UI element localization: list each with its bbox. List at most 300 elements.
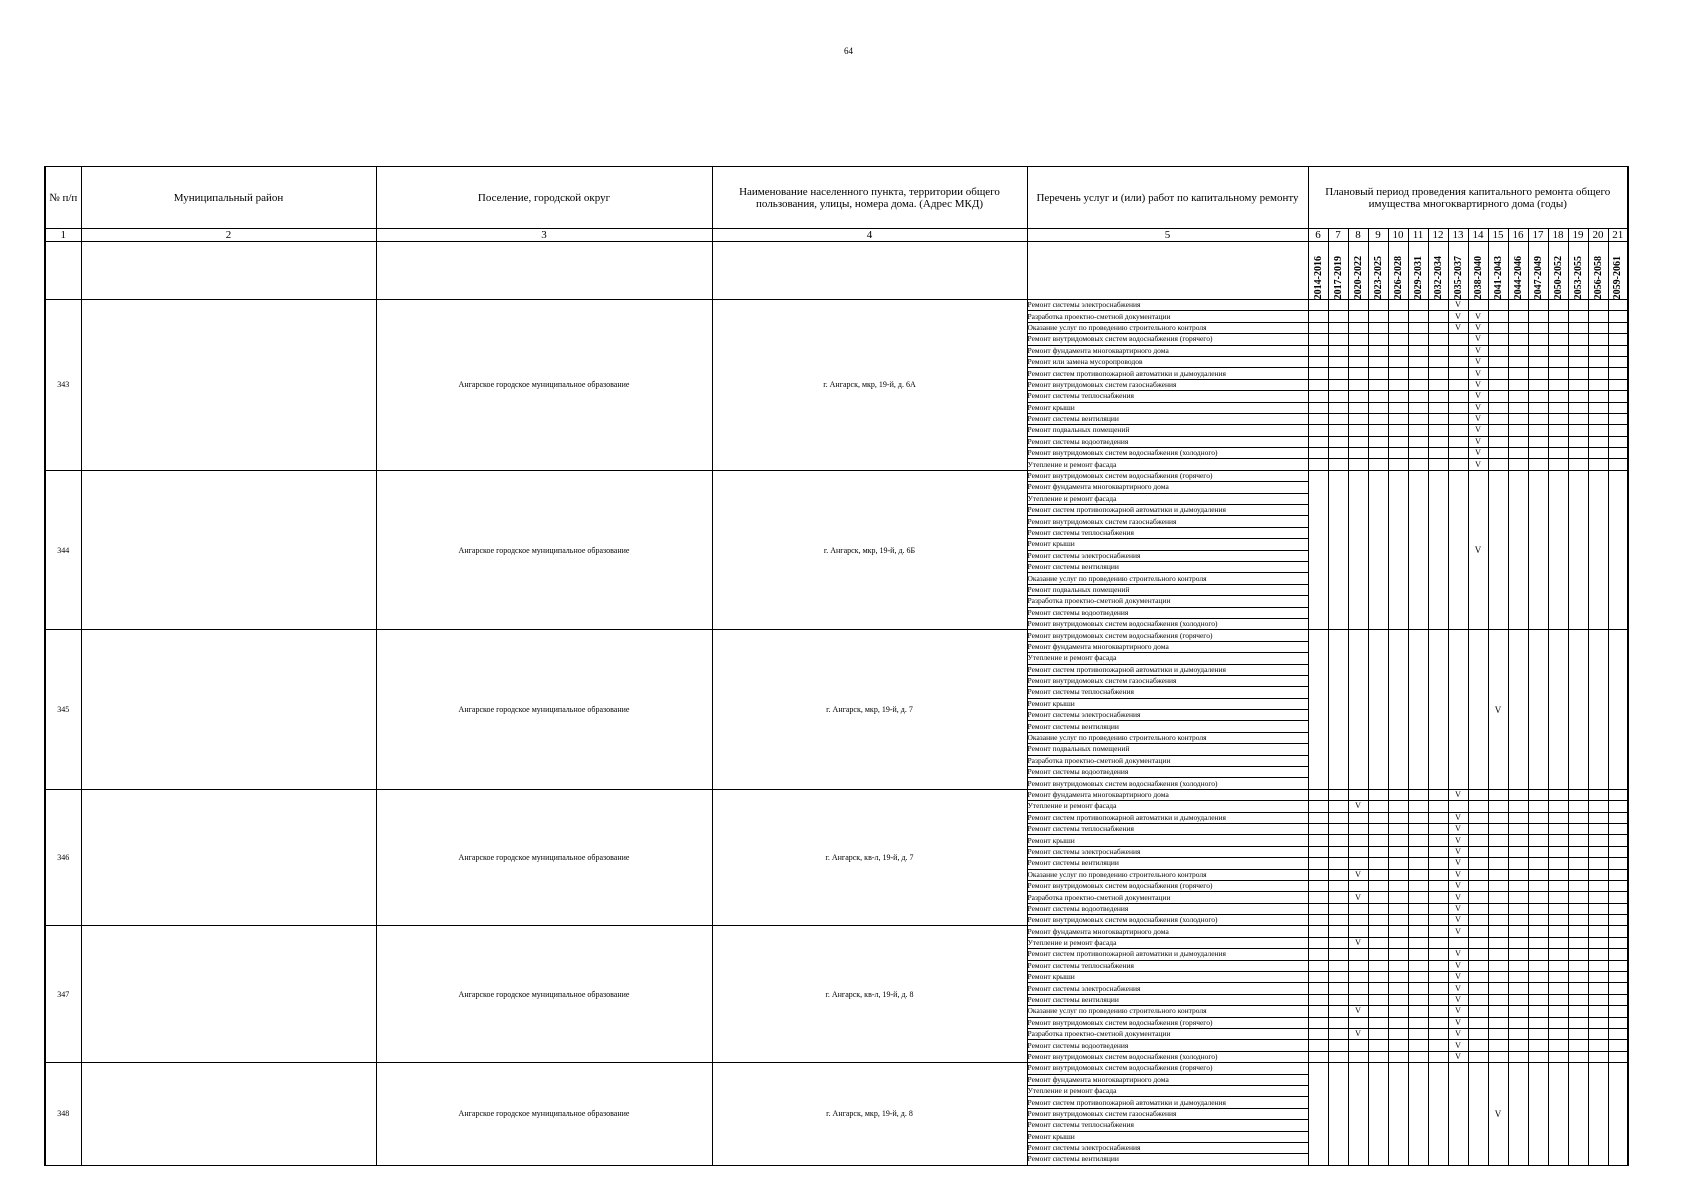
year-mark-cell: [1428, 391, 1448, 402]
year-mark-cell: [1308, 937, 1328, 948]
year-mark-cell: [1368, 880, 1388, 891]
year-mark-cell: [1388, 823, 1408, 834]
year-mark-cell: [1588, 812, 1608, 823]
year-mark-cell: [1608, 402, 1628, 413]
work-item: Ремонт системы теплоснабжения: [1027, 391, 1308, 402]
year-mark-cell: V: [1448, 300, 1468, 311]
year-mark-cell: [1588, 630, 1608, 789]
year-mark-cell: [1468, 812, 1488, 823]
year-mark-cell: V: [1468, 311, 1488, 322]
year-mark-cell: [1568, 812, 1588, 823]
year-mark-cell: [1308, 960, 1328, 971]
year-mark-cell: [1308, 926, 1328, 937]
year-mark-cell: [1468, 903, 1488, 914]
year-mark-cell: [1568, 334, 1588, 345]
year-mark-cell: [1588, 345, 1608, 356]
year-mark-cell: [1448, 379, 1468, 390]
year-mark-cell: [1448, 801, 1468, 812]
year-mark-cell: [1448, 459, 1468, 470]
work-item: Ремонт систем противопожарной автоматики и дымоудаления: [1027, 505, 1308, 516]
year-mark-cell: [1308, 903, 1328, 914]
year-mark-cell: [1308, 379, 1328, 390]
year-mark-cell: [1548, 869, 1568, 880]
year-mark-cell: [1328, 903, 1348, 914]
year-mark-cell: [1548, 812, 1568, 823]
year-mark-cell: [1408, 300, 1428, 311]
year-mark-cell: [1488, 311, 1508, 322]
year-mark-cell: [1528, 892, 1548, 903]
year-label: 2047-2049: [1532, 255, 1544, 299]
year-mark-cell: [1388, 379, 1408, 390]
year-mark-cell: [1528, 1029, 1548, 1040]
year-mark-cell: [1548, 436, 1568, 447]
year-mark-cell: [1608, 1051, 1628, 1062]
year-mark-cell: [1608, 801, 1628, 812]
year-mark-cell: [1528, 322, 1548, 333]
year-mark-cell: [1528, 425, 1548, 436]
year-mark-cell: [1448, 391, 1468, 402]
year-mark-cell: [1308, 972, 1328, 983]
year-mark-cell: [1388, 892, 1408, 903]
year-mark-cell: [1508, 1017, 1528, 1028]
year-mark-cell: [1488, 470, 1508, 629]
year-mark-cell: [1428, 915, 1448, 926]
year-mark-cell: [1588, 1029, 1608, 1040]
year-mark-cell: V: [1468, 334, 1488, 345]
year-mark-cell: [1428, 858, 1448, 869]
year-mark-cell: [1408, 391, 1428, 402]
year-mark-cell: [1548, 1051, 1568, 1062]
year-mark-cell: [1548, 334, 1568, 345]
year-mark-cell: [1328, 448, 1348, 459]
year-mark-cell: [1428, 1006, 1448, 1017]
year-mark-cell: [1568, 1006, 1588, 1017]
year-mark-cell: V: [1448, 858, 1468, 869]
work-item: Ремонт внутридомовых систем водоснабжения (горячего): [1027, 470, 1308, 481]
year-mark-cell: [1308, 1063, 1328, 1166]
year-mark-cell: [1528, 835, 1548, 846]
year-mark-cell: [1608, 1040, 1628, 1051]
year-mark-cell: [1328, 322, 1348, 333]
year-cell: [1488, 242, 1508, 300]
column-number: 9: [1368, 229, 1388, 242]
year-mark-cell: [1548, 1029, 1568, 1040]
year-mark-cell: [1488, 1040, 1508, 1051]
year-mark-cell: [1548, 915, 1568, 926]
year-mark-cell: [1348, 448, 1368, 459]
year-mark-cell: [1568, 459, 1588, 470]
year-mark-cell: V: [1468, 368, 1488, 379]
year-mark-cell: [1448, 448, 1468, 459]
year-mark-cell: [1488, 345, 1508, 356]
year-mark-cell: [1468, 1051, 1488, 1062]
work-item: Оказание услуг по проведению строительного контроля: [1027, 1006, 1308, 1017]
year-mark-cell: [1528, 436, 1548, 447]
year-mark-cell: [1568, 880, 1588, 891]
year-mark-cell: [1388, 413, 1408, 424]
year-mark-cell: [1408, 835, 1428, 846]
year-mark-cell: [1488, 459, 1508, 470]
work-item: Ремонт внутридомовых систем водоснабжения (холодного): [1027, 778, 1308, 789]
year-mark-cell: [1388, 311, 1408, 322]
work-item: Ремонт внутридомовых систем водоснабжения (горячего): [1027, 1017, 1308, 1028]
year-mark-cell: [1308, 413, 1328, 424]
year-mark-cell: [1408, 448, 1428, 459]
year-mark-cell: V: [1448, 1029, 1468, 1040]
year-cell: [1508, 242, 1528, 300]
year-mark-cell: [1308, 1006, 1328, 1017]
year-mark-cell: [1408, 960, 1428, 971]
year-mark-cell: [1408, 630, 1428, 789]
house-number: 346: [45, 789, 81, 926]
year-mark-cell: [1348, 413, 1368, 424]
year-mark-cell: [1388, 334, 1408, 345]
year-mark-cell: [1428, 949, 1448, 960]
year-mark-cell: [1448, 368, 1468, 379]
year-mark-cell: [1328, 846, 1348, 857]
year-mark-cell: [1508, 858, 1528, 869]
year-mark-cell: [1528, 345, 1548, 356]
column-number: 8: [1348, 229, 1368, 242]
year-mark-cell: [1308, 448, 1328, 459]
year-mark-cell: [1348, 425, 1368, 436]
year-mark-cell: [1488, 903, 1508, 914]
year-mark-cell: V: [1448, 892, 1468, 903]
year-mark-cell: [1408, 994, 1428, 1005]
year-mark-cell: [1308, 835, 1328, 846]
year-mark-cell: [1608, 1017, 1628, 1028]
year-mark-cell: [1348, 402, 1368, 413]
year-mark-cell: [1528, 368, 1548, 379]
house-number: 343: [45, 300, 81, 471]
year-mark-cell: [1428, 994, 1448, 1005]
year-mark-cell: [1428, 960, 1448, 971]
year-mark-cell: V: [1488, 1063, 1508, 1166]
year-mark-cell: V: [1448, 926, 1468, 937]
year-mark-cell: [1368, 459, 1388, 470]
work-item: Оказание услуг по проведению строительного контроля: [1027, 732, 1308, 743]
year-mark-cell: [1588, 425, 1608, 436]
year-mark-cell: [1608, 1006, 1628, 1017]
year-mark-cell: [1568, 994, 1588, 1005]
year-mark-cell: [1488, 801, 1508, 812]
year-mark-cell: [1408, 846, 1428, 857]
year-mark-cell: [1548, 858, 1568, 869]
house-number: 347: [45, 926, 81, 1063]
year-mark-cell: [1388, 391, 1408, 402]
year-mark-cell: [1568, 356, 1588, 367]
year-mark-cell: [1588, 937, 1608, 948]
year-cell: [1548, 242, 1568, 300]
year-mark-cell: [1588, 379, 1608, 390]
work-item: Ремонт системы теплоснабжения: [1027, 823, 1308, 834]
year-mark-cell: [1488, 846, 1508, 857]
year-mark-cell: [1588, 1051, 1608, 1062]
year-mark-cell: [1368, 334, 1388, 345]
year-mark-cell: [1368, 379, 1388, 390]
year-mark-cell: [1608, 300, 1628, 311]
header-district: Муниципальный район: [81, 167, 376, 229]
work-item: Ремонт внутридомовых систем водоснабжения (горячего): [1027, 334, 1308, 345]
year-mark-cell: [1428, 892, 1448, 903]
year-mark-cell: V: [1448, 994, 1468, 1005]
year-label: 2059-2061: [1612, 255, 1624, 299]
year-mark-cell: [1428, 1040, 1448, 1051]
settlement-cell: Ангарское городское муниципальное образование: [376, 789, 712, 926]
year-mark-cell: [1328, 379, 1348, 390]
year-mark-cell: [1608, 835, 1628, 846]
year-mark-cell: [1568, 368, 1588, 379]
year-mark-cell: V: [1448, 1040, 1468, 1051]
year-mark-cell: [1528, 1040, 1548, 1051]
year-mark-cell: [1488, 436, 1508, 447]
year-mark-cell: [1368, 1006, 1388, 1017]
year-mark-cell: [1408, 972, 1428, 983]
settlement-cell: Ангарское городское муниципальное образование: [376, 630, 712, 789]
year-mark-cell: [1408, 1051, 1428, 1062]
year-mark-cell: [1368, 903, 1388, 914]
year-mark-cell: [1548, 972, 1568, 983]
year-mark-cell: [1608, 311, 1628, 322]
year-mark-cell: [1368, 1063, 1388, 1166]
year-mark-cell: [1388, 869, 1408, 880]
year-mark-cell: [1608, 436, 1628, 447]
year-mark-cell: [1328, 892, 1348, 903]
year-mark-cell: [1508, 470, 1528, 629]
work-item: Ремонт системы электроснабжения: [1027, 710, 1308, 721]
work-item: Ремонт крыши: [1027, 402, 1308, 413]
year-mark-cell: [1328, 391, 1348, 402]
year-mark-cell: [1608, 926, 1628, 937]
blank-cell: [1027, 242, 1308, 300]
year-mark-cell: [1508, 402, 1528, 413]
year-mark-cell: V: [1448, 812, 1468, 823]
year-mark-cell: [1428, 379, 1448, 390]
year-mark-cell: [1548, 937, 1568, 948]
year-mark-cell: [1448, 436, 1468, 447]
year-mark-cell: [1588, 926, 1608, 937]
year-mark-cell: [1428, 311, 1448, 322]
year-mark-cell: [1468, 846, 1488, 857]
year-mark-cell: [1508, 869, 1528, 880]
year-mark-cell: [1508, 300, 1528, 311]
year-mark-cell: [1608, 459, 1628, 470]
blank-cell: [81, 242, 376, 300]
district-cell: [81, 470, 376, 629]
year-mark-cell: [1508, 459, 1528, 470]
year-mark-cell: [1508, 789, 1528, 800]
year-mark-cell: [1348, 926, 1368, 937]
column-number: 21: [1608, 229, 1628, 242]
year-mark-cell: [1528, 1051, 1548, 1062]
year-mark-cell: [1468, 1029, 1488, 1040]
year-mark-cell: [1608, 789, 1628, 800]
year-mark-cell: [1528, 402, 1548, 413]
year-mark-cell: [1388, 983, 1408, 994]
year-mark-cell: [1528, 311, 1548, 322]
year-mark-cell: [1448, 402, 1468, 413]
year-mark-cell: [1428, 903, 1448, 914]
year-mark-cell: [1528, 630, 1548, 789]
year-cell: [1348, 242, 1368, 300]
year-mark-cell: [1348, 846, 1368, 857]
year-mark-cell: [1328, 823, 1348, 834]
work-item: Ремонт системы электроснабжения: [1027, 300, 1308, 311]
year-mark-cell: [1608, 846, 1628, 857]
year-mark-cell: [1368, 322, 1388, 333]
year-mark-cell: [1588, 459, 1608, 470]
work-item: Ремонт фундамента многоквартирного дома: [1027, 926, 1308, 937]
year-mark-cell: [1588, 402, 1608, 413]
year-mark-cell: [1428, 789, 1448, 800]
year-mark-cell: [1548, 425, 1568, 436]
work-item: Разработка проектно-сметной документации: [1027, 755, 1308, 766]
year-mark-cell: [1528, 880, 1548, 891]
year-mark-cell: [1388, 425, 1408, 436]
year-mark-cell: [1548, 470, 1568, 629]
year-mark-cell: V: [1448, 983, 1468, 994]
work-item: Ремонт фундамента многоквартирного дома: [1027, 345, 1308, 356]
year-mark-cell: [1528, 459, 1548, 470]
year-mark-cell: [1568, 311, 1588, 322]
year-mark-cell: [1388, 630, 1408, 789]
work-item: Ремонт систем противопожарной автоматики и дымоудаления: [1027, 368, 1308, 379]
year-mark-cell: [1468, 300, 1488, 311]
year-mark-cell: V: [1448, 960, 1468, 971]
year-mark-cell: [1588, 858, 1608, 869]
year-mark-cell: [1448, 356, 1468, 367]
year-mark-cell: [1428, 413, 1448, 424]
year-mark-cell: [1308, 630, 1328, 789]
year-mark-cell: [1328, 356, 1348, 367]
year-mark-cell: [1588, 311, 1608, 322]
year-mark-cell: [1548, 448, 1568, 459]
year-mark-cell: V: [1468, 356, 1488, 367]
year-mark-cell: [1608, 892, 1628, 903]
year-mark-cell: [1528, 1063, 1548, 1166]
year-mark-cell: [1608, 1063, 1628, 1166]
year-mark-cell: [1548, 391, 1568, 402]
year-mark-cell: [1428, 322, 1448, 333]
year-cell: [1448, 242, 1468, 300]
work-item: Разработка проектно-сметной документации: [1027, 892, 1308, 903]
work-item: Утепление и ремонт фасада: [1027, 493, 1308, 504]
work-item: Ремонт крыши: [1027, 539, 1308, 550]
year-mark-cell: [1328, 880, 1348, 891]
year-mark-cell: [1328, 470, 1348, 629]
table-row: [45, 1063, 1628, 1074]
year-label: 2029-2031: [1412, 255, 1424, 299]
year-mark-cell: [1448, 345, 1468, 356]
column-number: 7: [1328, 229, 1348, 242]
year-mark-cell: [1608, 1029, 1628, 1040]
year-mark-cell: [1408, 937, 1428, 948]
year-mark-cell: [1568, 436, 1588, 447]
year-mark-cell: [1408, 413, 1428, 424]
year-mark-cell: [1328, 1063, 1348, 1166]
year-mark-cell: [1568, 892, 1588, 903]
year-mark-cell: [1408, 436, 1428, 447]
year-mark-cell: [1508, 1029, 1528, 1040]
year-mark-cell: V: [1448, 949, 1468, 960]
year-mark-cell: V: [1448, 1017, 1468, 1028]
year-mark-cell: [1568, 983, 1588, 994]
work-item: Разработка проектно-сметной документации: [1027, 596, 1308, 607]
year-mark-cell: [1368, 915, 1388, 926]
year-mark-cell: [1608, 448, 1628, 459]
year-mark-cell: [1368, 869, 1388, 880]
year-mark-cell: [1568, 1017, 1588, 1028]
year-mark-cell: [1328, 801, 1348, 812]
year-mark-cell: [1508, 949, 1528, 960]
year-mark-cell: [1568, 379, 1588, 390]
year-mark-cell: [1348, 470, 1368, 629]
year-mark-cell: [1368, 1040, 1388, 1051]
year-mark-cell: [1368, 983, 1388, 994]
settlement-cell: Ангарское городское муниципальное образование: [376, 926, 712, 1063]
work-item: Ремонт системы водоотведения: [1027, 1040, 1308, 1051]
year-mark-cell: [1468, 1017, 1488, 1028]
year-mark-cell: [1568, 915, 1588, 926]
year-mark-cell: [1528, 812, 1548, 823]
year-mark-cell: [1568, 972, 1588, 983]
year-mark-cell: [1528, 937, 1548, 948]
year-mark-cell: [1588, 413, 1608, 424]
work-item: Оказание услуг по проведению строительного контроля: [1027, 869, 1308, 880]
year-mark-cell: [1408, 926, 1428, 937]
year-mark-cell: [1548, 983, 1568, 994]
year-mark-cell: [1468, 960, 1488, 971]
year-mark-cell: [1548, 402, 1568, 413]
year-mark-cell: [1608, 915, 1628, 926]
year-mark-cell: [1308, 470, 1328, 629]
year-mark-cell: [1548, 630, 1568, 789]
year-mark-cell: [1388, 368, 1408, 379]
year-mark-cell: [1488, 937, 1508, 948]
year-label: 2056-2058: [1592, 255, 1604, 299]
year-mark-cell: [1328, 368, 1348, 379]
year-mark-cell: [1388, 960, 1408, 971]
year-mark-cell: [1528, 448, 1548, 459]
year-mark-cell: [1428, 470, 1448, 629]
work-item: Ремонт системы водоотведения: [1027, 607, 1308, 618]
year-mark-cell: [1348, 630, 1368, 789]
work-item: Ремонт внутридомовых систем газоснабжения: [1027, 516, 1308, 527]
year-mark-cell: [1348, 368, 1368, 379]
table-row: [45, 789, 1628, 800]
year-mark-cell: [1428, 1051, 1448, 1062]
year-mark-cell: [1548, 413, 1568, 424]
year-mark-cell: V: [1348, 937, 1368, 948]
year-mark-cell: [1328, 300, 1348, 311]
year-mark-cell: [1388, 402, 1408, 413]
work-item: Ремонт системы электроснабжения: [1027, 550, 1308, 561]
year-mark-cell: [1328, 835, 1348, 846]
year-mark-cell: [1608, 994, 1628, 1005]
work-item: Ремонт крыши: [1027, 835, 1308, 846]
year-mark-cell: [1468, 789, 1488, 800]
year-mark-cell: [1368, 356, 1388, 367]
year-mark-cell: [1488, 1006, 1508, 1017]
address-cell: г. Ангарск, мкр, 19-й, д. 8: [712, 1063, 1027, 1166]
year-mark-cell: [1388, 436, 1408, 447]
year-mark-cell: [1488, 391, 1508, 402]
header-num: № п/п: [45, 167, 81, 229]
year-label: 2035-2037: [1452, 255, 1464, 299]
year-mark-cell: [1408, 459, 1428, 470]
house-number: 348: [45, 1063, 81, 1166]
year-mark-cell: [1308, 880, 1328, 891]
